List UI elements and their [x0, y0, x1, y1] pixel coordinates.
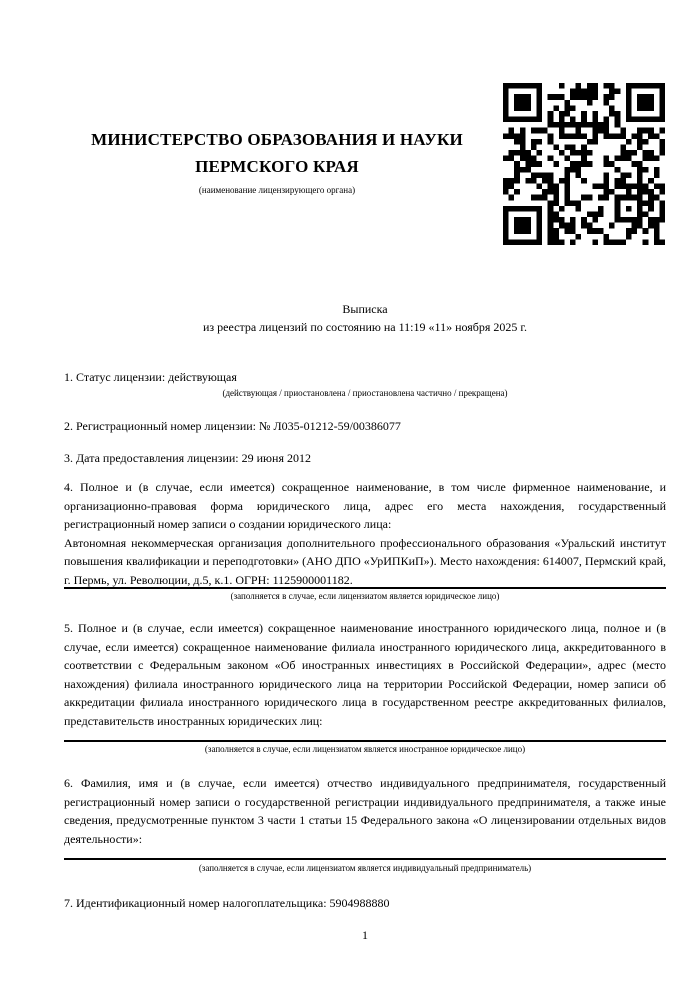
- ministry-name-line2: ПЕРМСКОГО КРАЯ: [195, 157, 359, 176]
- document-title-line2: из реестра лицензий по состоянию на 11:19 «11» ноября 2025 г.: [203, 319, 527, 334]
- document-title: [64, 301, 666, 336]
- section-foreign-entity: [64, 619, 666, 730]
- entrepreneur-caption: (заполняется в случае, если лицензиатом является индивидуальный предприниматель): [198, 863, 532, 873]
- section-legal-entity: [64, 478, 666, 589]
- section-reg-number-text: 2. Регистрационный номер лицензии: № Л035-01212-59/00386077: [64, 419, 401, 433]
- status-options-caption: (действующая / приостановлена / приостановлена частично / прекращена): [222, 388, 508, 398]
- qr-code-image: [503, 83, 665, 245]
- entrepreneur-fill-line: [64, 858, 666, 860]
- section-entrepreneur: [64, 774, 666, 848]
- ministry-caption: (наименование лицензирующего органа): [198, 185, 356, 195]
- foreign-entity-label: 5. Полное и (в случае, если имеется) сокращенное наименование иностранного юридического лица, полное и (в случае, если имеется) сокращенное наименование филиала иностранного юридического лица, аккредитованного в соответствии с Федеральным законом «Об иностранных инвестициях в Российской Федерации», адрес (место нахождения) филиала иностранного юридического лица на территории Российской Федерации, номер записи об аккредитации филиала иностранного юридического лица в государственном реестре аккредитованных филиалов, представительств иностранных юридических лиц:: [64, 621, 666, 728]
- legal-entity-value: Автономная некоммерческая организация дополнительного профессионального образования «Уральский институт повышения квалификации и переподготовки» (АНО ДПО «УрИПКиП»). Место нахождения: 614007, Пермский край, г. Пермь, ул. Революции, д.5, к.1. ОГРН: 1125900001182.: [64, 535, 666, 587]
- legal-entity-caption: (заполняется в случае, если лицензиатом является юридическое лицо): [230, 591, 500, 601]
- legal-entity-fill-line: [64, 587, 666, 589]
- section-status-text: 1. Статус лицензии: действующая: [64, 370, 237, 384]
- section-inn-text: 7. Идентификационный номер налогоплательщика: 5904988880: [64, 896, 390, 910]
- document-title-line1: Выписка: [342, 302, 388, 316]
- foreign-entity-fill-line: [64, 740, 666, 742]
- section-grant-date-text: 3. Дата предоставления лицензии: 29 июня 2012: [64, 451, 311, 465]
- foreign-entity-caption: (заполняется в случае, если лицензиатом является иностранное юридическое лицо): [204, 744, 526, 754]
- entrepreneur-label: 6. Фамилия, имя и (в случае, если имеется) отчество индивидуального предпринимателя, государственный регистрационный номер записи о государственной регистрации индивидуального предпринимателя, а также иные сведения, предусмотренные пунктом 3 части 1 статьи 15 Федерального закона «О лицензировании отдельных видов деятельности»:: [64, 776, 666, 846]
- page-number: 1: [362, 928, 368, 942]
- legal-entity-label: 4. Полное и (в случае, если имеется) сокращенное наименование, в том числе фирменное наименование, и организационно-правовая форма юридического лица, адрес его места нахождения, государственный регистрационный номер записи о создании юридического лица:: [64, 480, 666, 531]
- qr-code: [503, 83, 665, 245]
- ministry-name-line1: МИНИСТЕРСТВО ОБРАЗОВАНИЯ И НАУКИ: [91, 130, 463, 149]
